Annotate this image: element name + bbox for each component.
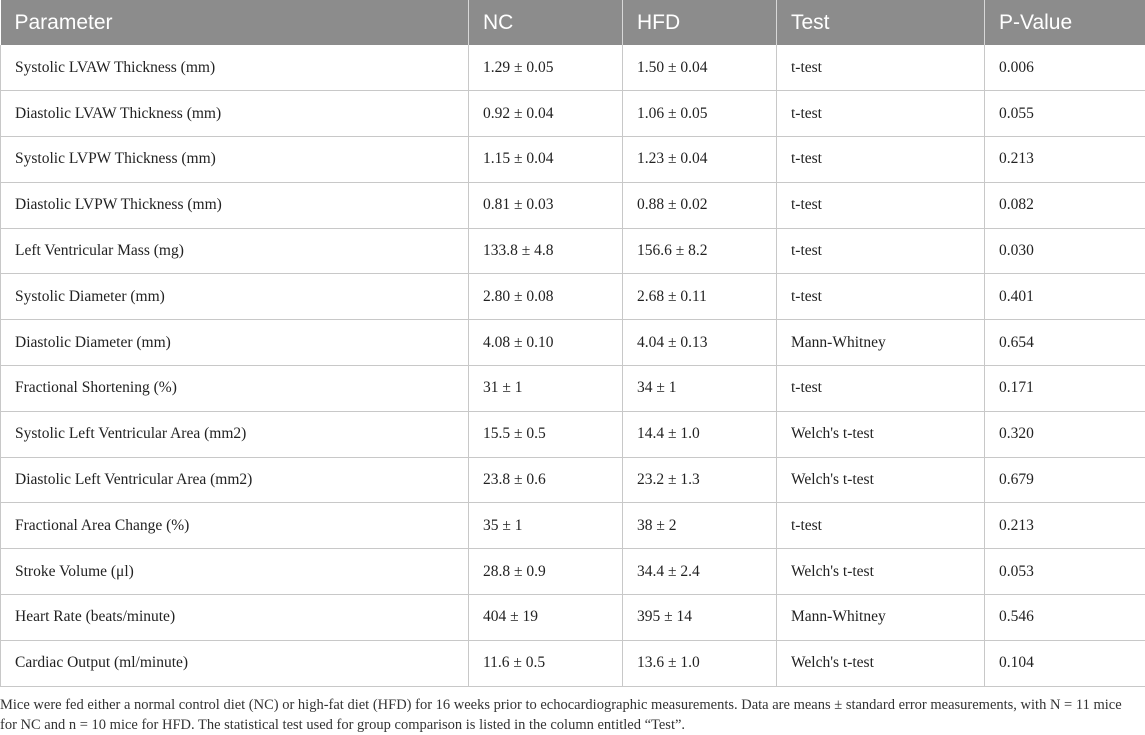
table-header-row xyxy=(1,0,1145,45)
cell-p-value: 0.654 xyxy=(985,320,1145,366)
cell-p-value: 0.679 xyxy=(985,457,1145,503)
table-row xyxy=(1,640,1145,686)
cell-p-value: 0.053 xyxy=(985,549,1145,595)
cell-hfd: 38 ± 2 xyxy=(623,503,777,549)
cell-hfd: 14.4 ± 1.0 xyxy=(623,411,777,457)
table-row xyxy=(1,45,1145,91)
cell-p-value: 0.320 xyxy=(985,411,1145,457)
cell-nc: 1.29 ± 0.05 xyxy=(469,45,623,91)
cell-parameter: Heart Rate (beats/minute) xyxy=(1,595,469,641)
cell-parameter: Systolic Left Ventricular Area (mm2) xyxy=(1,411,469,457)
cell-hfd: 4.04 ± 0.13 xyxy=(623,320,777,366)
cell-nc: 28.8 ± 0.9 xyxy=(469,549,623,595)
cell-p-value: 0.082 xyxy=(985,182,1145,228)
cell-parameter: Systolic LVPW Thickness (mm) xyxy=(1,137,469,183)
table-row xyxy=(1,137,1145,183)
cell-nc: 31 ± 1 xyxy=(469,366,623,412)
cell-test: Welch's t-test xyxy=(777,411,985,457)
cell-p-value: 0.104 xyxy=(985,640,1145,686)
cell-hfd: 13.6 ± 1.0 xyxy=(623,640,777,686)
cell-hfd: 1.23 ± 0.04 xyxy=(623,137,777,183)
cell-hfd: 1.50 ± 0.04 xyxy=(623,45,777,91)
cell-hfd: 156.6 ± 8.2 xyxy=(623,228,777,274)
table-body xyxy=(1,45,1145,686)
cell-nc: 11.6 ± 0.5 xyxy=(469,640,623,686)
table-row xyxy=(1,549,1145,595)
cell-p-value: 0.055 xyxy=(985,91,1145,137)
header-nc: NC xyxy=(469,0,623,45)
cell-hfd: 23.2 ± 1.3 xyxy=(623,457,777,503)
cell-test: Welch's t-test xyxy=(777,457,985,503)
table-row xyxy=(1,595,1145,641)
cell-hfd: 34.4 ± 2.4 xyxy=(623,549,777,595)
header-hfd: HFD xyxy=(623,0,777,45)
cell-nc: 404 ± 19 xyxy=(469,595,623,641)
cell-parameter: Fractional Shortening (%) xyxy=(1,366,469,412)
cell-test: t-test xyxy=(777,182,985,228)
table-row xyxy=(1,228,1145,274)
cell-nc: 35 ± 1 xyxy=(469,503,623,549)
cell-parameter: Fractional Area Change (%) xyxy=(1,503,469,549)
cell-p-value: 0.171 xyxy=(985,366,1145,412)
table-row xyxy=(1,182,1145,228)
cell-test: Welch's t-test xyxy=(777,549,985,595)
cell-p-value: 0.030 xyxy=(985,228,1145,274)
cell-nc: 1.15 ± 0.04 xyxy=(469,137,623,183)
table-row xyxy=(1,411,1145,457)
cell-parameter: Systolic Diameter (mm) xyxy=(1,274,469,320)
cell-nc: 133.8 ± 4.8 xyxy=(469,228,623,274)
cell-parameter: Left Ventricular Mass (mg) xyxy=(1,228,469,274)
cell-parameter: Diastolic LVAW Thickness (mm) xyxy=(1,91,469,137)
cell-p-value: 0.546 xyxy=(985,595,1145,641)
cell-test: t-test xyxy=(777,228,985,274)
cell-parameter: Cardiac Output (ml/minute) xyxy=(1,640,469,686)
cell-hfd: 1.06 ± 0.05 xyxy=(623,91,777,137)
cell-hfd: 2.68 ± 0.11 xyxy=(623,274,777,320)
cell-test: t-test xyxy=(777,274,985,320)
cell-test: t-test xyxy=(777,503,985,549)
cell-parameter: Diastolic Diameter (mm) xyxy=(1,320,469,366)
table-row xyxy=(1,503,1145,549)
cell-test: Welch's t-test xyxy=(777,640,985,686)
table-row xyxy=(1,366,1145,412)
header-test: Test xyxy=(777,0,985,45)
cell-p-value: 0.213 xyxy=(985,503,1145,549)
table-row xyxy=(1,91,1145,137)
cell-parameter: Stroke Volume (μl) xyxy=(1,549,469,595)
cell-nc: 15.5 ± 0.5 xyxy=(469,411,623,457)
table-caption: Mice were fed either a normal control diet (NC) or high-fat diet (HFD) for 16 weeks prior to echocardiographic measurements. Data are means ± standard error measurements, with N = 11 mice for NC and n = 10 mice for HFD. The statistical test used for group comparison is listed in the column entitled “Test”. xyxy=(0,687,1145,735)
cell-test: t-test xyxy=(777,45,985,91)
cell-test: t-test xyxy=(777,366,985,412)
cell-p-value: 0.006 xyxy=(985,45,1145,91)
header-parameter: Parameter xyxy=(1,0,469,45)
cell-hfd: 34 ± 1 xyxy=(623,366,777,412)
cell-parameter: Diastolic Left Ventricular Area (mm2) xyxy=(1,457,469,503)
cell-parameter: Diastolic LVPW Thickness (mm) xyxy=(1,182,469,228)
cell-hfd: 395 ± 14 xyxy=(623,595,777,641)
cell-test: t-test xyxy=(777,137,985,183)
header-p-value: P-Value xyxy=(985,0,1145,45)
cell-nc: 2.80 ± 0.08 xyxy=(469,274,623,320)
cell-nc: 0.81 ± 0.03 xyxy=(469,182,623,228)
cell-parameter: Systolic LVAW Thickness (mm) xyxy=(1,45,469,91)
cell-p-value: 0.401 xyxy=(985,274,1145,320)
cell-test: Mann-Whitney xyxy=(777,595,985,641)
cell-test: Mann-Whitney xyxy=(777,320,985,366)
table-row xyxy=(1,274,1145,320)
cell-nc: 4.08 ± 0.10 xyxy=(469,320,623,366)
cell-p-value: 0.213 xyxy=(985,137,1145,183)
table-row xyxy=(1,457,1145,503)
table-row xyxy=(1,320,1145,366)
cell-test: t-test xyxy=(777,91,985,137)
cell-nc: 23.8 ± 0.6 xyxy=(469,457,623,503)
cell-nc: 0.92 ± 0.04 xyxy=(469,91,623,137)
cell-hfd: 0.88 ± 0.02 xyxy=(623,182,777,228)
